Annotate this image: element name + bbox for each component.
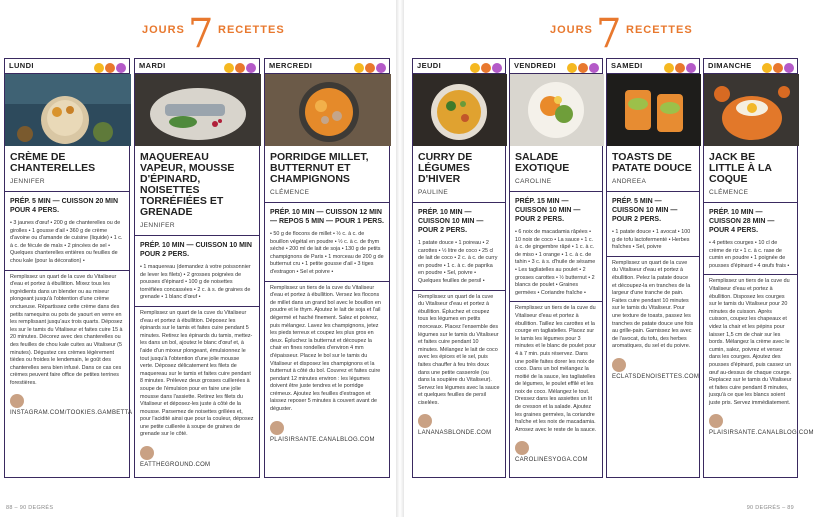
ingredients: • 6 noix de macadamia râpées • 10 noix de coco • La sauce • 1 c. à c. de gingembre râpé • 1 c. à c. de miso • 1 orange • 1 c. à c. de tahin • 3 c. à s. d'huile de sésame • Les tagliatelles au poulet • 2 grosses carottes • ½ butternut • 2 blancs de poulet • Graines germées • Coriandre fraîche • — [515, 229, 596, 296]
recipe-card-dimanche — [703, 58, 814, 478]
author-avatar — [140, 446, 154, 460]
page-header — [120, 11, 320, 57]
recipe-author: CLÉMENCE — [270, 189, 310, 196]
prep-info: PRÉP. 5 MIN — CUISSON 20 MIN POUR 4 PERS. — [10, 198, 119, 214]
recipe-photo — [265, 74, 389, 146]
author-avatar — [709, 414, 723, 428]
recipe-card-jeudi — [412, 58, 506, 478]
author-credit-link[interactable]: CAROLINESYOGA.COM — [515, 457, 588, 464]
purple-badge-icon — [686, 63, 696, 73]
author-avatar — [612, 358, 626, 372]
recipe-title: CURRY DE LÉGUMES D'HIVER — [418, 151, 473, 185]
author-credit-link[interactable]: PLAISIRSANTE.CANALBLOG.COM — [270, 436, 375, 443]
day-label: VENDREDI — [514, 61, 556, 70]
recipe-card-vendredi — [509, 58, 603, 478]
recipe-title: MAQUEREAU VAPEUR, MOUSSE D'ÉPINARD, NOISETTES TORRÉFIÉES ET GRENADE — [140, 151, 235, 218]
recipe-card-lundi — [4, 58, 133, 478]
spine-gutter — [396, 0, 404, 517]
author-credit-link[interactable]: INSTAGRAM.COM/TOOKIES.GAMBETTA — [10, 410, 133, 417]
header-number: 7 — [188, 11, 214, 57]
ingredients: 1 patate douce • 1 poireau • 2 carottes • ½ litre de coco • 25 cl de lait de coco • 2 c. à c. de curry en poudre • 1 c. à c. de paprika en poudre • Sel, poivre • Quelques feuilles de persil • — [418, 240, 498, 284]
recipe-photo — [413, 74, 505, 146]
prep-info: PRÉP. 10 MIN — CUISSON 12 MIN — REPOS 5 MIN — POUR 1 PERS. — [270, 209, 384, 225]
recipe-photo — [510, 74, 602, 146]
ingredients: • 50 g de flocons de millet • ½ c. à c. de bouillon végétal en poudre • ½ c. à c. de thym séché • 200 ml de lait de soja • 130 g de petits champignons de Paris • 1 morceau de 200 g de butternut cru • 1 petite gousse d'ail • 3 tiges d'estragon • Sel et poivre • — [270, 231, 384, 275]
author-avatar — [10, 394, 24, 408]
page-folio: 88 – 90 DEGRÉS — [6, 505, 54, 511]
recipe-author: PAULINE — [418, 189, 449, 196]
author-credit-link[interactable]: ECLATSDENOISETTES.COM — [612, 373, 700, 380]
day-label: LUNDI — [9, 61, 34, 70]
purple-badge-icon — [784, 63, 794, 73]
orange-badge-icon — [235, 63, 245, 73]
purple-badge-icon — [589, 63, 599, 73]
day-label: SAMEDI — [611, 61, 643, 70]
recipe-card-mardi — [134, 58, 260, 478]
yellow-badge-icon — [224, 63, 234, 73]
purple-badge-icon — [492, 63, 502, 73]
prep-info: PRÉP. 10 MIN — CUISSON 28 MIN — POUR 4 PERS. — [709, 209, 775, 234]
header-word-recettes: RECETTES — [218, 24, 285, 36]
recipe-photo — [5, 74, 129, 146]
right-page — [408, 0, 814, 517]
ingredients: • 1 maquereau (demandez à votre poissonnier de lever les filets) • 2 grosses poignées de pousses d'épinard • 100 g de noisettes torréfiées concassées • 2 c. à s. de graines de grenade • 1 blanc d'œuf • — [140, 264, 251, 301]
day-label: MARDI — [139, 61, 166, 70]
orange-badge-icon — [105, 63, 115, 73]
header-word-jours: JOURS — [550, 24, 593, 36]
day-bar — [135, 59, 259, 74]
yellow-badge-icon — [762, 63, 772, 73]
method-text: Remplissez un tiers de la cuve du Vitaliseur d'eau et portez à ébullition. Versez les flocons de millet dans un grand bol avec le bouillon en poudre et le thym. Ajoutez le lait de soja et l'ail dégermé et haché finement. Salez et poivrez, puis mélangez. Lavez les champignons, jetez les pieds terreux et coupez les plus gros en deux. Épluchez la butternut et découpez la chair en fines rondelles d'environ 4 mm d'épaisseur. Placez le bol sur le tamis du Vitaliseur et disposez les champignons et la butternut à côté du bol. Couvrez et faites cuire pendant 12 minutes environ : les légumes doivent être juste tendres et le porridge crémeux. Ajoutez les feuilles d'estragon et laissez reposer 5 minutes à couvert avant de déguster. — [270, 284, 381, 413]
header-word-jours: JOURS — [142, 24, 185, 36]
day-label: JEUDI — [417, 61, 442, 70]
purple-badge-icon — [376, 63, 386, 73]
ingredients: • 3 jaunes d'œuf • 200 g de chanterelles ou de girolles • 1 gousse d'ail • 360 g de crème d'avoine ou d'amande de cuisine (liquide) • 1 c. à c. de fécule de maïs • 2 pincées de sel • Quelques chanterelles entières ou feuilles de chou kale (pour la décoration) • — [10, 220, 123, 264]
day-label: MERCREDI — [269, 61, 313, 70]
author-credit-link[interactable]: EATTHEGROUND.COM — [140, 462, 211, 469]
author-credit-link[interactable]: PLAISIRSANTE.CANALBLOG.COM — [709, 430, 814, 437]
recipe-title: SALADE EXOTIQUE — [515, 151, 570, 174]
yellow-badge-icon — [94, 63, 104, 73]
orange-badge-icon — [365, 63, 375, 73]
page-folio: 90 DEGRÉS – 89 — [746, 505, 794, 511]
orange-badge-icon — [481, 63, 491, 73]
recipe-author: JENNIFER — [10, 178, 45, 185]
left-page — [0, 0, 392, 517]
recipe-author: JENNIFER — [140, 222, 175, 229]
day-bar — [510, 59, 602, 74]
method-text: Remplissez un quart de la cuve du Vitaliseur d'eau et portez à ébullition. Épluchez et coupez tous les légumes en petits morceaux. Placez l'ensemble des légumes sur le tamis du Vitaliseur et faites cuire pendant 10 minutes. Mélangez le lait de coco avec les épices et le sel, puis faites chauffer à feu très doux dans une petite casserole (ou dans la soupière du Vitaliseur). Servez les légumes avec la sauce et quelques feuilles de persil ciselées. — [418, 293, 500, 406]
recipe-photo — [704, 74, 797, 146]
day-bar — [265, 59, 389, 74]
prep-info: PRÉP. 10 MIN — CUISSON 10 MIN POUR 2 PERS. — [140, 242, 252, 258]
author-credit-link[interactable]: LANANASBLONDE.COM — [418, 430, 492, 437]
recipe-photo — [607, 74, 699, 146]
author-avatar — [270, 421, 284, 435]
recipe-author: CLÉMENCE — [709, 189, 749, 196]
yellow-badge-icon — [664, 63, 674, 73]
recipe-title: CRÈME DE CHANTERELLES — [10, 151, 96, 174]
recipe-title: TOASTS DE PATATE DOUCE — [612, 151, 692, 174]
method-text: Remplissez un tiers de la cuve du Vitaliseur d'eau et portez à ébullition. Taillez les carottes et la courge en tagliatelles. Placez sur le tamis les légumes pour 3 minutes et le blanc de poulet pour 4 à 7 min. puis réservez. Dans une poêle faites dorer les noix de coco. Dans un bol mélangez la moitié de la sauce, les tagliatelles de légumes, le poulet effilé et les noix de coco. Mélangez le tout. Dressez dans les assiettes un lit de cresson et la salade. Ajoutez les graines germées, la coriandre fraîche et les noix de macadamia. Arrosez avec le reste de la sauce. — [515, 305, 597, 433]
purple-badge-icon — [116, 63, 126, 73]
purple-badge-icon — [246, 63, 256, 73]
recipe-title: PORRIDGE MILLET, BUTTERNUT ET CHAMPIGNONS — [270, 151, 369, 185]
day-bar — [413, 59, 505, 74]
ingredients: • 1 patate douce • 1 avocat • 100 g de tofu lactofermenté • Herbes fraîches • Sel, poivre — [612, 229, 691, 251]
day-bar — [607, 59, 699, 74]
author-avatar — [418, 414, 432, 428]
day-bar — [704, 59, 797, 74]
ingredients: • 4 petites courges • 10 cl de crème de riz • 1 c. à c. rase de cumin en poudre • 1 poignée de pousses d'épinard • 4 œufs frais • — [709, 240, 790, 269]
method-text: Remplissez un quart de la cuve du Vitaliseur d'eau et portez à ébullition. Pelez la patate douce et découpez-la en tranches de la largeur d'une tranche de pain. Faites cuire pendant 10 minutes sur le tamis du Vitaliseur. Pour une texture de toasts, passez les tranches de patate douce une fois au grille-pain. Garnissez les avec de l'avocat, du tofu, des herbes aromatiques, du sel et du poivre. — [612, 259, 694, 350]
method-text: Remplissez un quart de la cuve du Vitaliseur d'eau et portez à ébullition. Mixez tous les ingrédients dans un blender ou au mixeur plongeant jusqu'à l'obtention d'une crème onctueuse. Répartissez cette crème dans des petits ramequins ou pots de yaourt en verre en les remplissant jusqu'aux trois quarts. Déposez les sur le tamis du Vitaliseur et faites cuire 15 à 20 minutes. Décorez avec des chanterelles ou des feuilles de chou kale cuites au Vitaliseur (5 minutes). Dégustez ces crèmes légèrement tièdes ou froides le lendemain, le goût des chanterelles sera bien infusé. Dans ce cas ces crèmes peuvent faire office de petites terrines forestières. — [10, 273, 123, 386]
orange-badge-icon — [675, 63, 685, 73]
header-number: 7 — [596, 11, 622, 57]
recipe-photo — [135, 74, 259, 146]
orange-badge-icon — [773, 63, 783, 73]
header-word-recettes: RECETTES — [626, 24, 693, 36]
recipe-author: ANDREEA — [612, 178, 647, 185]
recipe-author: CAROLINE — [515, 178, 552, 185]
prep-info: PRÉP. 5 MIN — CUISSON 10 MIN — POUR 2 PERS. — [612, 198, 678, 223]
recipe-title: JACK BE LITTLE À LA COQUE — [709, 151, 772, 185]
recipe-card-mercredi — [264, 58, 390, 478]
method-text: Remplissez un quart de la cuve du Vitaliseur d'eau et portez à ébullition. Déposez les épinards sur le tamis et faites cuire pendant 5 minutes. Retirez les épinards du tamis, mettez-les dans un bol, ajoutez le blanc d'œuf et, à l'aide d'un mixeur plongeant, émulsionnez le tout jusqu'à l'obtention d'une jolie mousse verte. Déposez délicatement les filets de maquereau sur le tamis et faites cuire pendant 8 minutes. Prélevez deux grosses cuillerées à soupe de l'émulsion pour en faire une jolie mousse dans l'assiette. Retirez les filets du Vitaliseur et déposez-les juste à côté de la mousse. Parsemez de noisettes grillées et, pour l'acidité ainsi que pour la couleur, déposez une petite cuillerée à soupe de graines de grenade sur le côté. — [140, 309, 254, 438]
prep-info: PRÉP. 10 MIN — CUISSON 10 MIN — POUR 2 PERS. — [418, 209, 484, 234]
recipe-card-samedi — [606, 58, 700, 478]
yellow-badge-icon — [470, 63, 480, 73]
yellow-badge-icon — [354, 63, 364, 73]
yellow-badge-icon — [567, 63, 577, 73]
page-header — [528, 11, 728, 57]
day-label: DIMANCHE — [708, 61, 752, 70]
author-avatar — [515, 441, 529, 455]
method-text: Remplissez un tiers de la cuve du Vitaliseur d'eau et portez à ébullition. Disposez les courges sur le tamis du Vitaliseur pour 20 minutes de cuisson. Après cuisson, coupez les chapeaux et videz la chair et les pépins pour laisser 1,5 cm de chair sur les bords. Mélangez la crème avec le cumin, salez, poivrez et versez dans les courges. Ajoutez des pousses d'épinard, puis cassez un œuf au-dessus de chaque courge. Replacez sur le tamis du Vitaliseur et faites cuire pendant 8 minutes, jusqu'à ce que les blancs soient juste pris. Servez immédiatement. — [709, 278, 792, 406]
prep-info: PRÉP. 15 MIN — CUISSON 10 MIN — POUR 2 PERS. — [515, 198, 581, 223]
day-bar — [5, 59, 129, 74]
orange-badge-icon — [578, 63, 588, 73]
